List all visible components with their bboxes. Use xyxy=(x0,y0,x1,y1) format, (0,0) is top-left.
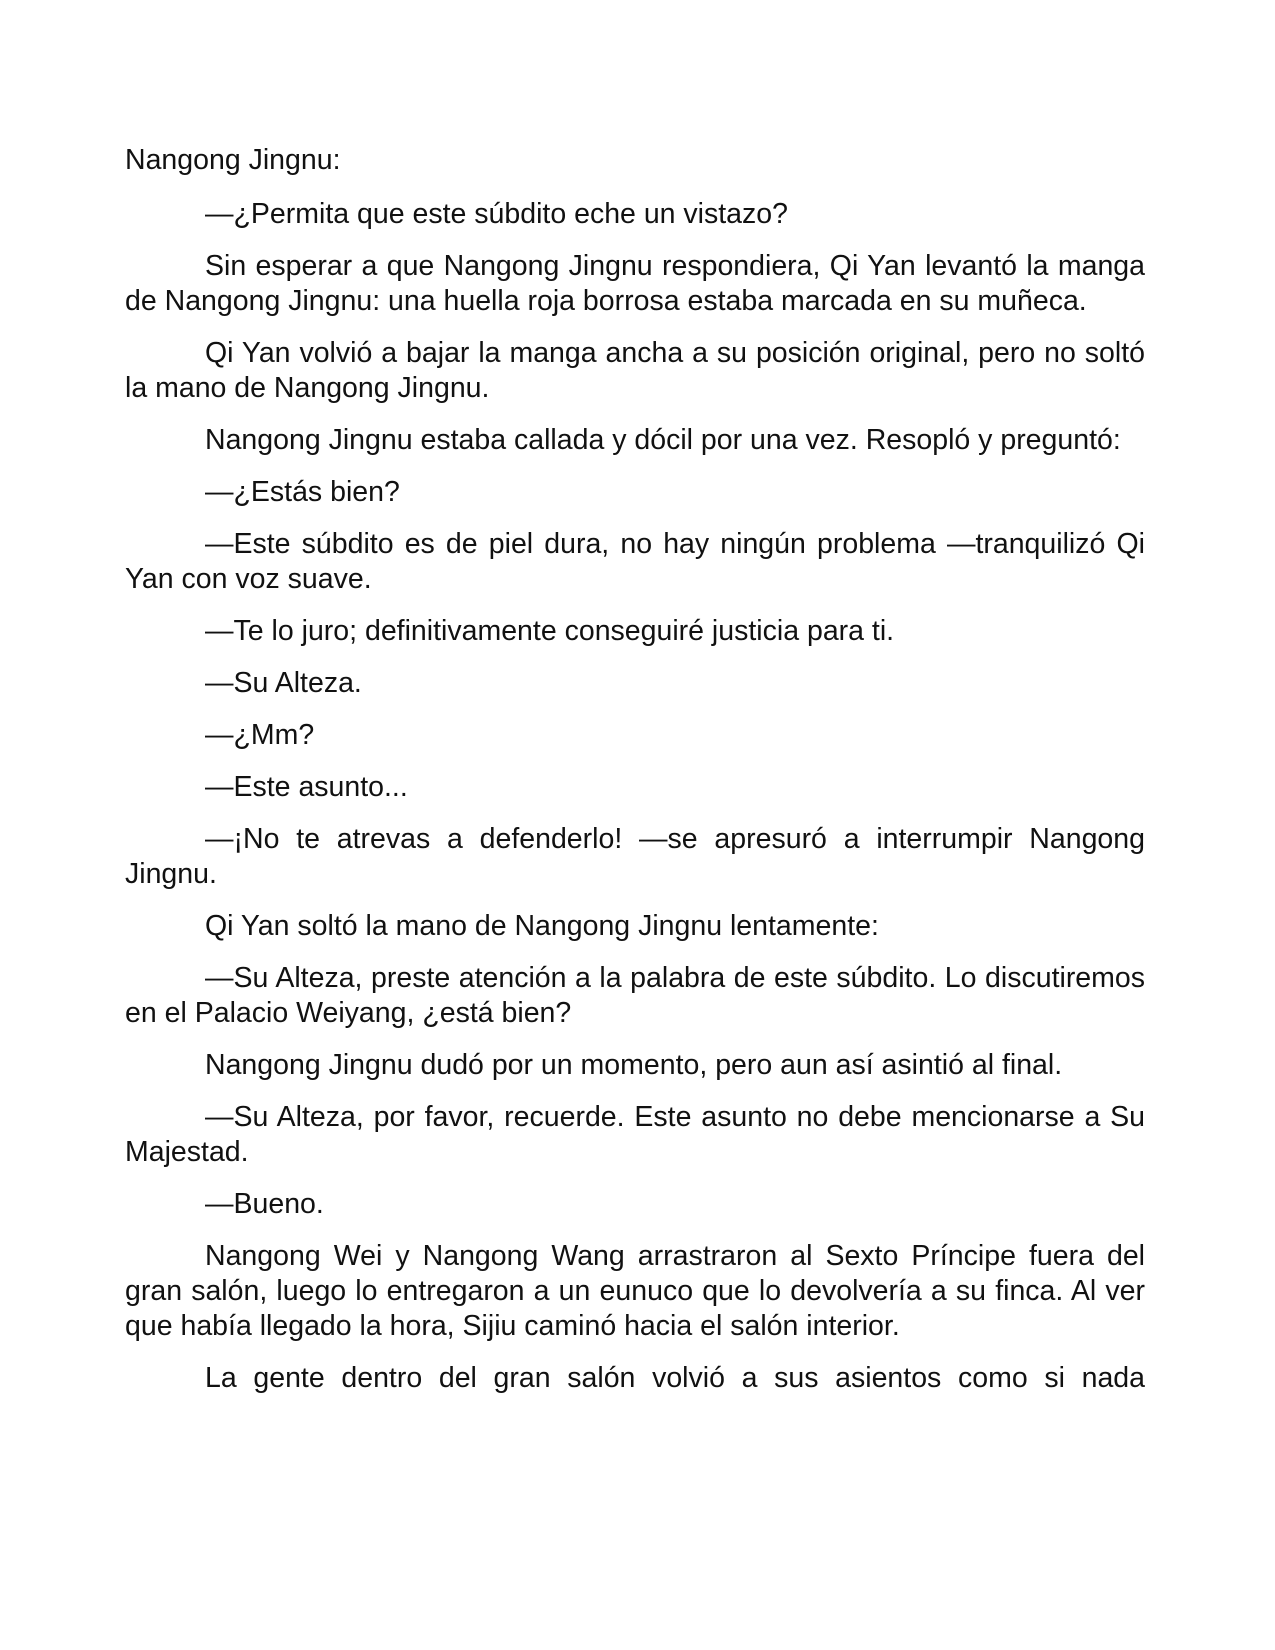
paragraph: —¿Mm? xyxy=(205,719,315,751)
paragraph: —Su Alteza, por favor, recuerde. Este asunto no debe mencionarse a Su Majestad. xyxy=(125,1101,1145,1168)
paragraph: Sin esperar a que Nangong Jingnu respondiera, Qi Yan levantó la manga de Nangong Jingnu: una huella roja borrosa estaba marcada en su muñeca. xyxy=(125,250,1145,317)
document-body xyxy=(125,143,1145,1413)
paragraph: —Su Alteza. xyxy=(205,667,362,699)
paragraph-speaker: Nangong Jingnu: xyxy=(125,144,341,176)
paragraph: —¿Estás bien? xyxy=(205,476,400,508)
paragraph: —Bueno. xyxy=(205,1188,324,1220)
paragraph: Nangong Jingnu dudó por un momento, pero aun así asintió al final. xyxy=(205,1049,1063,1081)
paragraph: —¿Permita que este súbdito eche un vistazo? xyxy=(205,198,788,230)
paragraph: —Su Alteza, preste atención a la palabra de este súbdito. Lo discutiremos en el Palacio Weiyang, ¿está bien? xyxy=(125,962,1145,1029)
paragraph: Nangong Jingnu estaba callada y dócil por una vez. Resopló y preguntó: xyxy=(205,424,1121,456)
paragraph: —¡No te atrevas a defenderlo! —se apresuró a interrumpir Nangong Jingnu. xyxy=(125,823,1145,890)
paragraph: Qi Yan volvió a bajar la manga ancha a su posición original, pero no soltó la mano de Nangong Jingnu. xyxy=(125,337,1145,404)
paragraph: —Este asunto... xyxy=(205,771,408,803)
paragraph: —Te lo juro; definitivamente conseguiré justicia para ti. xyxy=(205,615,895,647)
paragraph: —Este súbdito es de piel dura, no hay ningún problema —tranquilizó Qi Yan con voz suave. xyxy=(125,528,1145,595)
paragraph: Qi Yan soltó la mano de Nangong Jingnu lentamente: xyxy=(205,910,879,942)
paragraph-continued: La gente dentro del gran salón volvió a sus asientos como si nada xyxy=(205,1362,1145,1394)
paragraph: Nangong Wei y Nangong Wang arrastraron al Sexto Príncipe fuera del gran salón, luego lo entregaron a un eunuco que lo devolvería a su finca. Al ver que había llegado la hora, Sijiu caminó hacia el salón interior. xyxy=(125,1240,1145,1342)
